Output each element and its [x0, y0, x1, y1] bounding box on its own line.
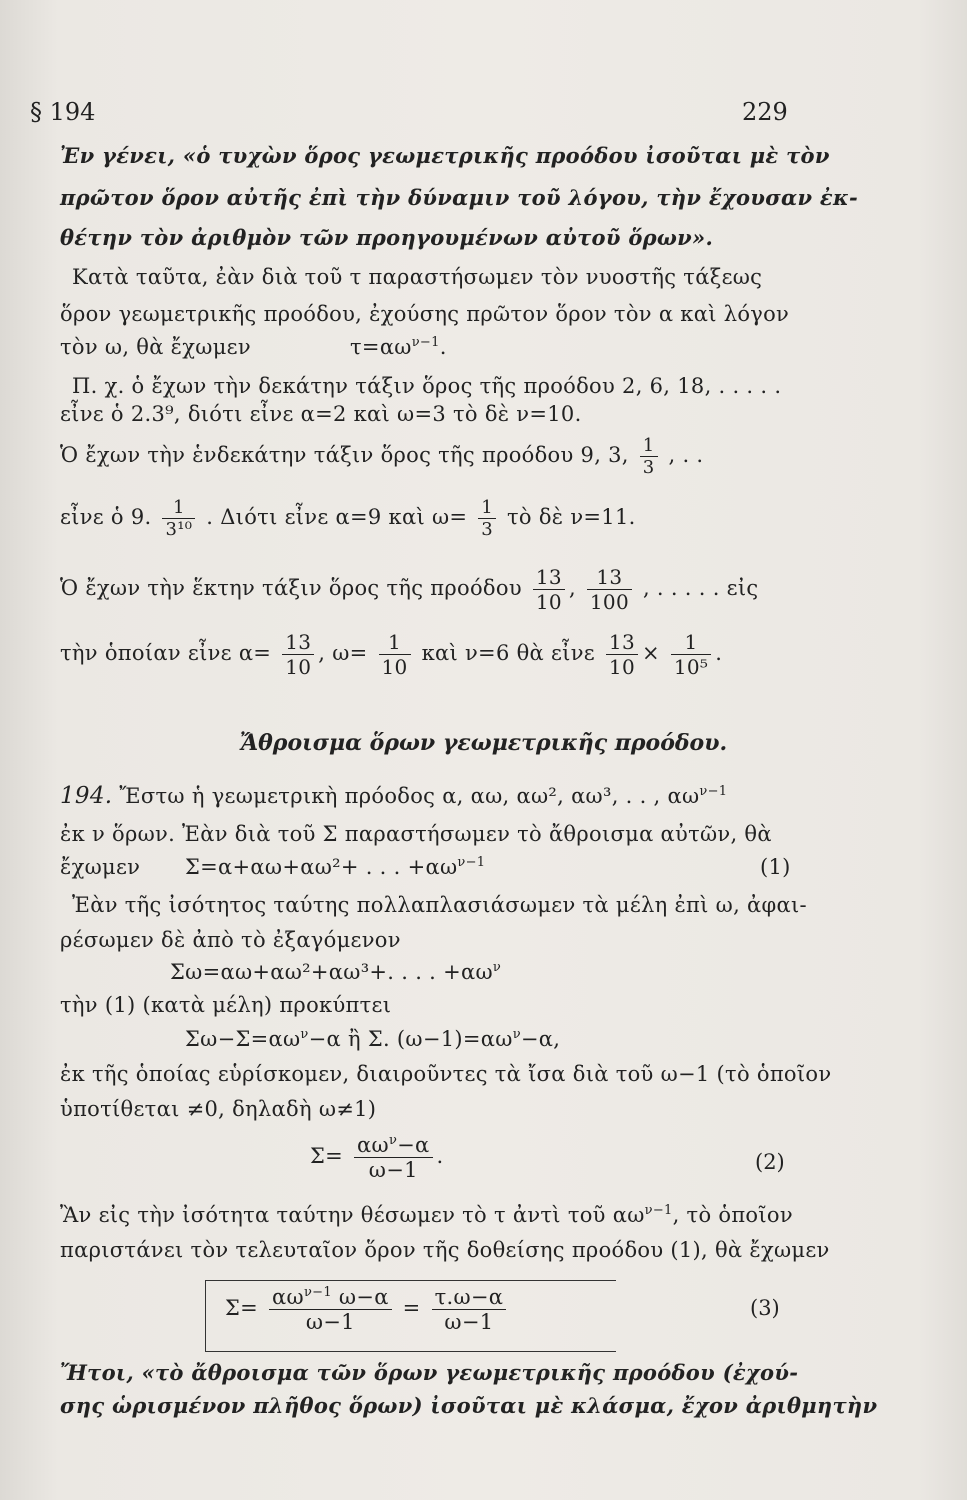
numerator-base: αω	[357, 1133, 389, 1157]
text-line-17: ρέσωμεν δὲ ἀπὸ τὸ ἐξαγόμενον	[60, 928, 401, 952]
numerator-sup: ν	[388, 1133, 398, 1148]
text-line-5: ὅρον γεωμετρικῆς προόδου, ἐχούσης πρῶτον ὅρον τὸν α καὶ λόγον	[60, 302, 790, 326]
text-line-25: παριστάνει τὸν τελευταῖον ὅρον τῆς δοθείσης προόδου (1), θὰ ἔχωμεν	[60, 1238, 830, 1262]
text-line-1: Ἐν γένει, «ὁ τυχὼν ὅρος γεωμετρικῆς προόδου ἰσοῦται μὲ τὸν	[60, 143, 830, 168]
fraction-13-over-100	[587, 565, 632, 614]
fraction-numerator	[269, 1285, 392, 1310]
formula-tau-end: .	[439, 335, 447, 359]
fraction-denominator: ω−1	[444, 1310, 494, 1334]
fraction-denominator: 10	[535, 590, 562, 614]
section-marker: § 194	[30, 98, 96, 126]
formula-difference-c: −α,	[520, 1027, 561, 1051]
text-line-16: Ἐὰν τῆς ἰσότητος ταύτης πολλαπλασιάσωμεν τὰ μέλη ἐπὶ ω, ἀφαι-	[72, 893, 807, 917]
fraction-numerator: 13	[587, 565, 632, 590]
text-line-10	[60, 497, 636, 540]
formula-difference-sup-1: ν	[300, 1027, 309, 1042]
text-line-12-end: .	[715, 641, 723, 665]
formula-sum-omega-base: Σω=αω+αω²+αω³+. . . . +αω	[170, 960, 493, 984]
section-title: Ἄθροισμα ὅρων γεωμετρικῆς προόδου.	[239, 730, 728, 756]
formula-sum-1-sup: ν−1	[457, 855, 486, 870]
formula-sum-2	[310, 1133, 444, 1182]
paragraph-number: 194.	[60, 783, 113, 809]
formula-tau	[350, 335, 447, 359]
text-line-10a: εἶνε ὁ 9.	[60, 505, 152, 529]
fraction-denominator: 3	[481, 519, 494, 540]
fraction-numerator: 1	[379, 630, 411, 655]
text-line-24-sup: ν−1	[644, 1203, 673, 1218]
text-line-3: θέτην τὸν ἀριθμὸν τῶν προηγουμένων αὐτοῦ ὅρων».	[60, 225, 714, 250]
formula-tau-sup: ν−1	[411, 335, 440, 350]
text-line-24-text: Ἂν εἰς τὴν ἰσότητα ταύτην θέσωμεν τὸ τ ἀντὶ τοῦ αω	[60, 1203, 645, 1227]
fraction-one-third	[640, 435, 658, 478]
text-line-12b: , ω=	[318, 641, 368, 665]
fraction-numerator: 1	[162, 497, 195, 519]
text-line-10b: . Διότι εἶνε α=9 καὶ ω=	[206, 505, 468, 529]
fraction-numerator: 1	[671, 630, 711, 655]
formula-sum-3-lhs: Σ=	[225, 1296, 259, 1320]
fraction-13-10-result	[606, 630, 638, 679]
fraction-1-over-3	[478, 497, 496, 540]
text-line-4: Κατὰ ταῦτα, ἐὰν διὰ τοῦ τ παραστήσωμεν τὸν νυοστῆς τάξεως	[72, 265, 763, 289]
fraction-numerator: 1	[640, 435, 658, 457]
formula-sum-2-end: .	[436, 1144, 444, 1168]
fraction-1-10-5	[671, 630, 711, 679]
fraction-denominator: 100	[589, 590, 629, 614]
text-line-21: ἐκ τῆς ὁποίας εὑρίσκομεν, διαιροῦντες τὰ ἴσα διὰ τοῦ ω−1 (τὸ ὁποῖον	[60, 1062, 832, 1086]
text-line-10c: τὸ δὲ ν=11.	[507, 505, 636, 529]
formula-sum-2-fraction	[354, 1133, 433, 1182]
fraction-denominator: 3¹⁰	[165, 519, 193, 540]
fraction-a	[282, 630, 314, 679]
text-line-19: τὴν (1) (κατὰ μέλη) προκύπτει	[60, 993, 392, 1017]
fraction-denominator: ω−1	[368, 1158, 418, 1182]
text-line-13-sup: ν−1	[699, 784, 728, 799]
fraction-numerator: 13	[282, 630, 314, 655]
numerator-base: αω	[272, 1285, 304, 1309]
fraction-numerator: 13	[606, 630, 638, 655]
text-line-9-text: Ὁ ἔχων τὴν ἑνδεκάτην τάξιν ὅρος τῆς προόδου 9, 3,	[60, 443, 629, 467]
fraction-numerator: τ.ω−α	[432, 1285, 507, 1310]
fraction-denominator: 10	[285, 655, 312, 679]
fraction-omega	[379, 630, 411, 679]
text-line-22: ὑποτίθεται ≠0, δηλαδὴ ω≠1)	[60, 1097, 377, 1121]
fraction-denominator: 10	[381, 655, 408, 679]
fraction-denominator: 10⁵	[673, 655, 709, 679]
formula-sum-3-fraction-1	[269, 1285, 392, 1334]
text-line-12a: τὴν ὁποίαν εἶνε α=	[60, 641, 272, 665]
text-line-6a: τὸν ω, θὰ ἔχωμεν	[60, 335, 251, 359]
formula-sum-1	[185, 855, 485, 879]
formula-sum-3-fraction-2	[432, 1285, 507, 1334]
equation-tag-1: (1)	[760, 855, 791, 879]
text-line-15a: ἔχωμεν	[60, 855, 141, 879]
text-line-11b: , . . . . . εἰς	[642, 576, 759, 600]
text-line-7: Π. χ. ὁ ἔχων τὴν δεκάτην τάξιν ὅρος τῆς προόδου 2, 6, 18, . . . . .	[72, 374, 782, 398]
text-line-28: σης ὡρισμένον πλῆθος ὅρων) ἰσοῦται μὲ κλάσμα, ἔχον ἀριθμητὴν	[60, 1393, 878, 1418]
page-number: 229	[742, 98, 788, 126]
text-line-12c: καὶ ν=6 θὰ εἶνε	[421, 641, 595, 665]
text-line-9-end: , . .	[668, 443, 704, 467]
text-line-13	[60, 783, 727, 809]
equation-tag-2: (2)	[755, 1150, 785, 1174]
numerator-sup: ν−1	[303, 1285, 332, 1300]
text-line-8: εἶνε ὁ 2.3⁹, διότι εἶνε α=2 καὶ ω=3 τὸ δὲ ν=10.	[60, 402, 582, 426]
fraction-1-over-3-10	[162, 497, 195, 540]
text-line-9	[60, 435, 703, 478]
formula-sum-omega	[170, 960, 501, 984]
text-line-24b: , τὸ ὁποῖον	[672, 1203, 793, 1227]
formula-sum-2-lhs: Σ=	[310, 1144, 344, 1168]
fraction-numerator: 1	[478, 497, 496, 519]
formula-tau-base: τ=αω	[350, 335, 412, 359]
text-line-11: Ὁ ἔχων τὴν ἕκτην τάξιν ὅρος τῆς προόδου $\frac{13}{10}$ , $\frac{13}{100}$ , . . . . . εἰς	[60, 565, 759, 614]
fraction-denominator: 3	[642, 457, 655, 478]
fraction-13-over-10	[533, 565, 565, 614]
formula-difference-b: −α ἢ Σ. (ω−1)=αω	[308, 1027, 513, 1051]
formula-sum-1-base: Σ=α+αω+αω²+ . . . +αω	[185, 855, 458, 879]
equals-sign: =	[402, 1296, 421, 1320]
text-line-14: ἐκ ν ὅρων. Ἐὰν διὰ τοῦ Σ παραστήσωμεν τὸ ἄθροισμα αὐτῶν, θὰ	[60, 822, 772, 846]
equation-tag-3: (3)	[750, 1296, 780, 1320]
fraction-denominator: ω−1	[305, 1310, 355, 1334]
text-line-13-text: Ἔστω ἡ γεωμετρικὴ πρόοδος α, αω, αω², αω³, . . , αω	[119, 784, 700, 808]
fraction-numerator	[354, 1133, 433, 1158]
numerator-end: ω−α	[331, 1285, 389, 1309]
formula-sum-3	[225, 1285, 510, 1334]
numerator-end: −α	[397, 1133, 430, 1157]
text-line-24	[60, 1203, 793, 1227]
times-sign: ×	[641, 641, 660, 665]
text-line-11a: Ὁ ἔχων τὴν ἕκτην τάξιν ὅρος τῆς προόδου	[60, 576, 522, 600]
formula-sum-omega-sup: ν	[492, 960, 502, 975]
formula-difference-a: Σω−Σ=αω	[185, 1027, 301, 1051]
text-line-27: Ἤτοι, «τὸ ἄθροισμα τῶν ὅρων γεωμετρικῆς προόδου (ἐχού-	[60, 1360, 799, 1385]
text-line-2: πρῶτον ὅρον αὐτῆς ἐπὶ τὴν δύναμιν τοῦ λόγου, τὴν ἔχουσαν ἐκ-	[60, 185, 859, 210]
fraction-denominator: 10	[608, 655, 635, 679]
formula-difference	[185, 1027, 560, 1051]
formula-difference-sup-2: ν	[512, 1027, 521, 1042]
text-line-12	[60, 630, 722, 679]
fraction-numerator: 13	[533, 565, 565, 590]
